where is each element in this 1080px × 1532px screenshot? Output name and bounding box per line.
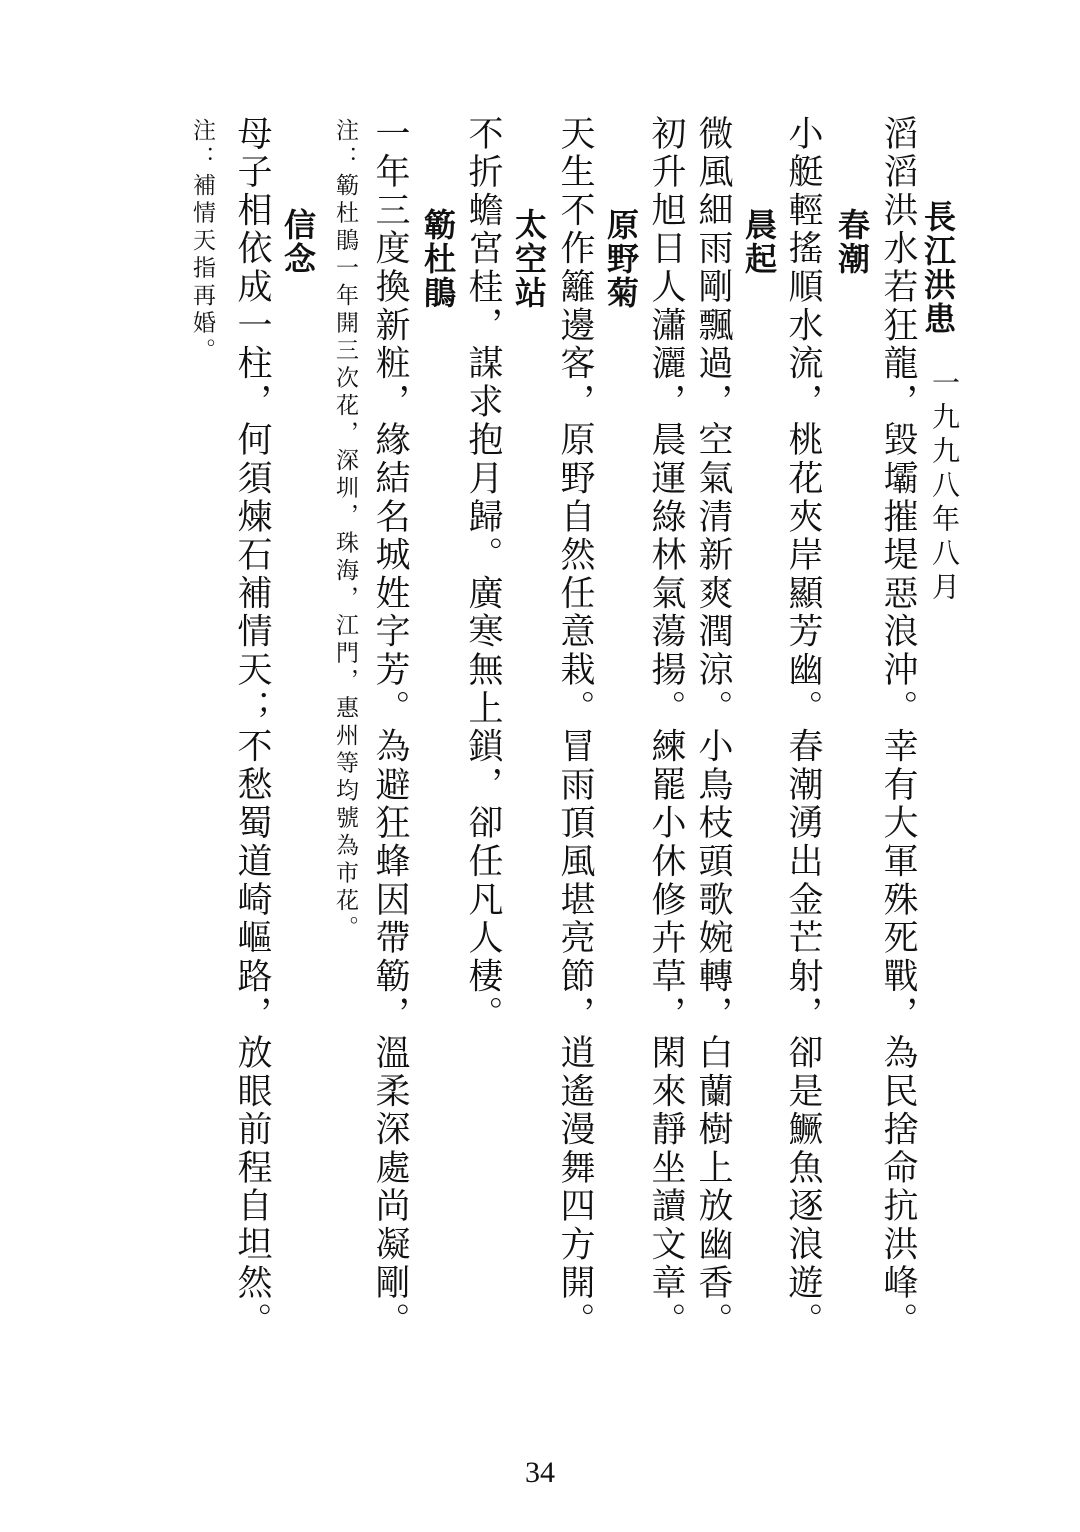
poem-date: 一九九八年八月 bbox=[928, 368, 961, 606]
poem-line: 一年三度換新粧，緣結名城姓字芳。為避狂蜂因帶簕，溫柔深處尚凝剛。 bbox=[370, 115, 410, 1341]
poem-title: 原野菊 bbox=[602, 208, 640, 310]
poem-title: 長江洪患 bbox=[919, 200, 957, 336]
poem-line: 天生不作籬邊客，原野自然任意栽。冒雨頂風堪亮節，逍遙漫舞四方開。 bbox=[555, 115, 595, 1341]
poem-line: 滔滔洪水若狂龍，毀壩摧堤惡浪沖。幸有大軍殊死戰，為民捨命抗洪峰。 bbox=[878, 115, 918, 1341]
poem-line: 不折蟾宮桂，謀求抱月歸。廣寒無上鎖，卻任凡人棲。 bbox=[463, 115, 503, 1035]
poem-line: 微風細雨剛飄過，空氣清新爽潤涼。小鳥枝頭歌婉轉，白蘭樹上放幽香。 bbox=[693, 115, 733, 1341]
poem-note: 注：補情天指再婚。 bbox=[189, 118, 215, 366]
poem-line: 小艇輕搖順水流，桃花夾岸顯芳幽。春潮湧出金芒射，卻是鱖魚逐浪遊。 bbox=[783, 115, 823, 1341]
poem-note: 注：簕杜鵑一年開三次花，深圳，珠海，江門，惠州等均號為市花。 bbox=[332, 118, 358, 943]
poem-title: 簕杜鵑 bbox=[419, 208, 457, 310]
poem-title: 春潮 bbox=[833, 208, 871, 276]
page-number: 34 bbox=[525, 1456, 555, 1489]
poem-line: 母子相依成一柱，何須煉石補情天；不愁蜀道崎嶇路，放眼前程自坦然。 bbox=[232, 115, 272, 1341]
poem-title: 太空站 bbox=[510, 208, 548, 310]
poem-title: 晨起 bbox=[740, 208, 778, 276]
poem-line: 初升旭日人瀟灑，晨運綠林氣蕩揚。練罷小休修卉草，閑來靜坐讀文章。 bbox=[646, 115, 686, 1341]
poem-title: 信念 bbox=[279, 208, 317, 276]
